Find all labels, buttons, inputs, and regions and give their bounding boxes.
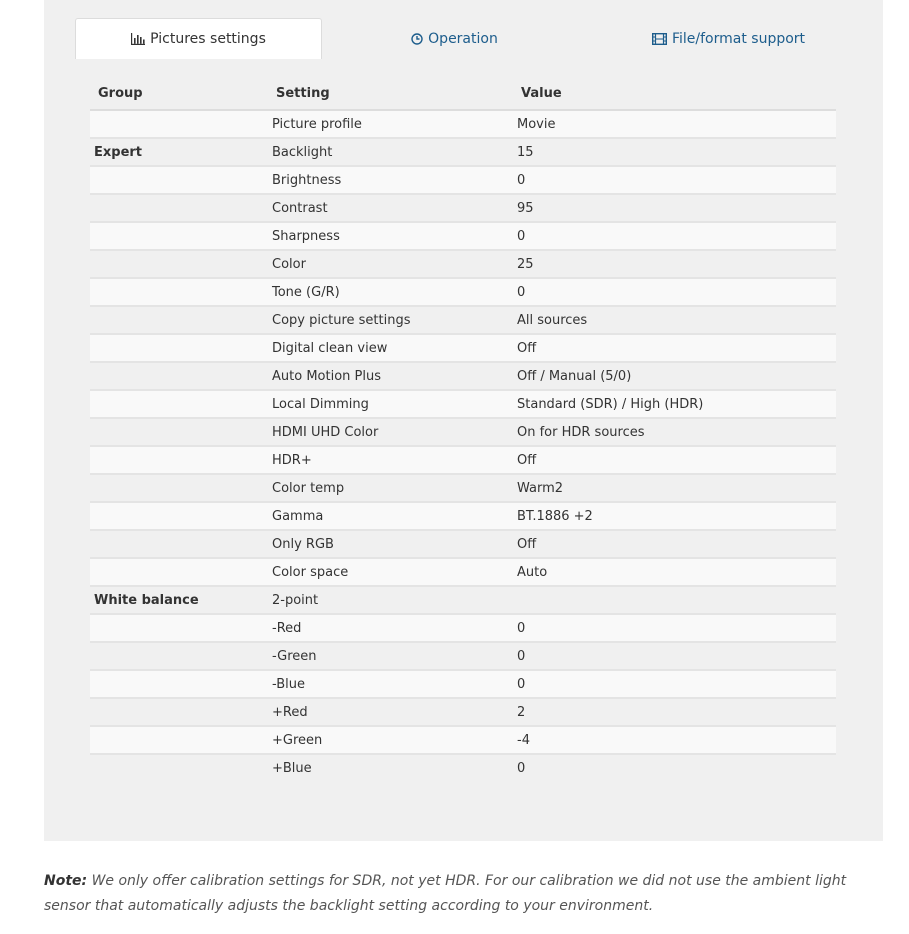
table-row (90, 502, 836, 530)
tab-pictures-settings[interactable] (75, 18, 322, 59)
cell-group (90, 446, 267, 474)
cell-setting: Color temp (267, 474, 513, 502)
cell-setting: Auto Motion Plus (267, 362, 513, 390)
table-row (90, 670, 836, 698)
cell-group (90, 558, 267, 586)
cell-setting: Only RGB (267, 530, 513, 558)
cell-group (90, 698, 267, 726)
table-row (90, 418, 836, 446)
table-row (90, 250, 836, 278)
cell-value: Off / Manual (5/0) (513, 362, 836, 390)
cell-value: On for HDR sources (513, 418, 836, 446)
table-row (90, 334, 836, 362)
cell-value: 0 (513, 614, 836, 642)
table-row (90, 642, 836, 670)
cell-group (90, 418, 267, 446)
cell-group (90, 390, 267, 418)
cell-setting: +Green (267, 726, 513, 754)
cell-value: Auto (513, 558, 836, 586)
cell-value: 0 (513, 642, 836, 670)
tab-operation[interactable] (322, 18, 587, 59)
table-row (90, 166, 836, 194)
cell-value: BT.1886 +2 (513, 502, 836, 530)
cell-setting: Contrast (267, 194, 513, 222)
cell-value: Movie (513, 110, 836, 138)
cell-setting: Backlight (267, 138, 513, 166)
cell-group (90, 474, 267, 502)
cell-group (90, 194, 267, 222)
cell-setting: +Red (267, 698, 513, 726)
table-row (90, 278, 836, 306)
table-row (90, 110, 836, 138)
cell-value: 0 (513, 670, 836, 698)
cell-group (90, 250, 267, 278)
cell-setting: -Red (267, 614, 513, 642)
cell-group (90, 334, 267, 362)
cell-setting: 2-point (267, 586, 513, 614)
cell-group (90, 670, 267, 698)
cell-setting: +Blue (267, 754, 513, 781)
cell-setting: Local Dimming (267, 390, 513, 418)
cell-group (90, 278, 267, 306)
cell-group (90, 362, 267, 390)
table-row (90, 698, 836, 726)
table-body (90, 110, 836, 781)
cell-value: Off (513, 446, 836, 474)
table-row (90, 194, 836, 222)
table-row (90, 222, 836, 250)
table-row (90, 138, 836, 166)
table-row (90, 558, 836, 586)
column-header-value: Value (513, 78, 836, 110)
cell-value (513, 586, 836, 614)
table-row (90, 474, 836, 502)
table-row (90, 362, 836, 390)
tab-file-format-support[interactable] (587, 18, 870, 59)
table-row (90, 726, 836, 754)
cell-setting: Tone (G/R) (267, 278, 513, 306)
note-text: We only offer calibration settings for SDR, not yet HDR. For our calibration we did not use the ambient light sensor that automatically adjusts the backlight setting according to your environment. (44, 873, 847, 914)
column-header-setting: Setting (267, 78, 513, 110)
cell-setting: Brightness (267, 166, 513, 194)
cell-setting: HDR+ (267, 446, 513, 474)
settings-table (90, 78, 836, 781)
cell-setting: -Green (267, 642, 513, 670)
cell-value: Off (513, 334, 836, 362)
cell-value: 0 (513, 278, 836, 306)
cell-setting: Color (267, 250, 513, 278)
calibration-note (44, 869, 884, 919)
table-row (90, 390, 836, 418)
column-header-group: Group (90, 78, 267, 110)
cell-value: -4 (513, 726, 836, 754)
cell-setting: Copy picture settings (267, 306, 513, 334)
cell-value: 0 (513, 166, 836, 194)
table-row (90, 754, 836, 781)
cell-value: 25 (513, 250, 836, 278)
cell-value: All sources (513, 306, 836, 334)
table-row (90, 614, 836, 642)
cell-value: 15 (513, 138, 836, 166)
cell-setting: Picture profile (267, 110, 513, 138)
note-label: Note: (44, 873, 88, 889)
cell-setting: Digital clean view (267, 334, 513, 362)
tab-operation-label: Operation (428, 30, 498, 47)
table-row (90, 586, 836, 614)
cell-setting: Color space (267, 558, 513, 586)
tab-bar (75, 18, 870, 59)
cell-value: 0 (513, 222, 836, 250)
table-row (90, 446, 836, 474)
settings-panel (44, 0, 883, 841)
table-row (90, 306, 836, 334)
cell-value: 0 (513, 754, 836, 781)
cell-setting: -Blue (267, 670, 513, 698)
table-row (90, 530, 836, 558)
cell-setting: Sharpness (267, 222, 513, 250)
film-icon (652, 33, 667, 45)
cell-value: Warm2 (513, 474, 836, 502)
cell-group (90, 642, 267, 670)
cell-setting: Gamma (267, 502, 513, 530)
cell-group (90, 614, 267, 642)
cell-group (90, 754, 267, 781)
cell-group (90, 306, 267, 334)
cell-value: Off (513, 530, 836, 558)
cell-group (90, 530, 267, 558)
clock-icon (411, 33, 423, 45)
cell-group (90, 502, 267, 530)
cell-group (90, 110, 267, 138)
tab-pictures-settings-label: Pictures settings (150, 31, 266, 47)
cell-group (90, 222, 267, 250)
cell-value: 2 (513, 698, 836, 726)
cell-value: Standard (SDR) / High (HDR) (513, 390, 836, 418)
cell-setting: HDMI UHD Color (267, 418, 513, 446)
cell-group: Expert (90, 138, 267, 166)
table-header-row (90, 78, 836, 110)
cell-group (90, 166, 267, 194)
tab-file-format-support-label: File/format support (671, 30, 806, 47)
cell-value: 95 (513, 194, 836, 222)
bar-chart-icon (131, 33, 145, 45)
cell-group (90, 726, 267, 754)
cell-group: White balance (90, 586, 267, 614)
